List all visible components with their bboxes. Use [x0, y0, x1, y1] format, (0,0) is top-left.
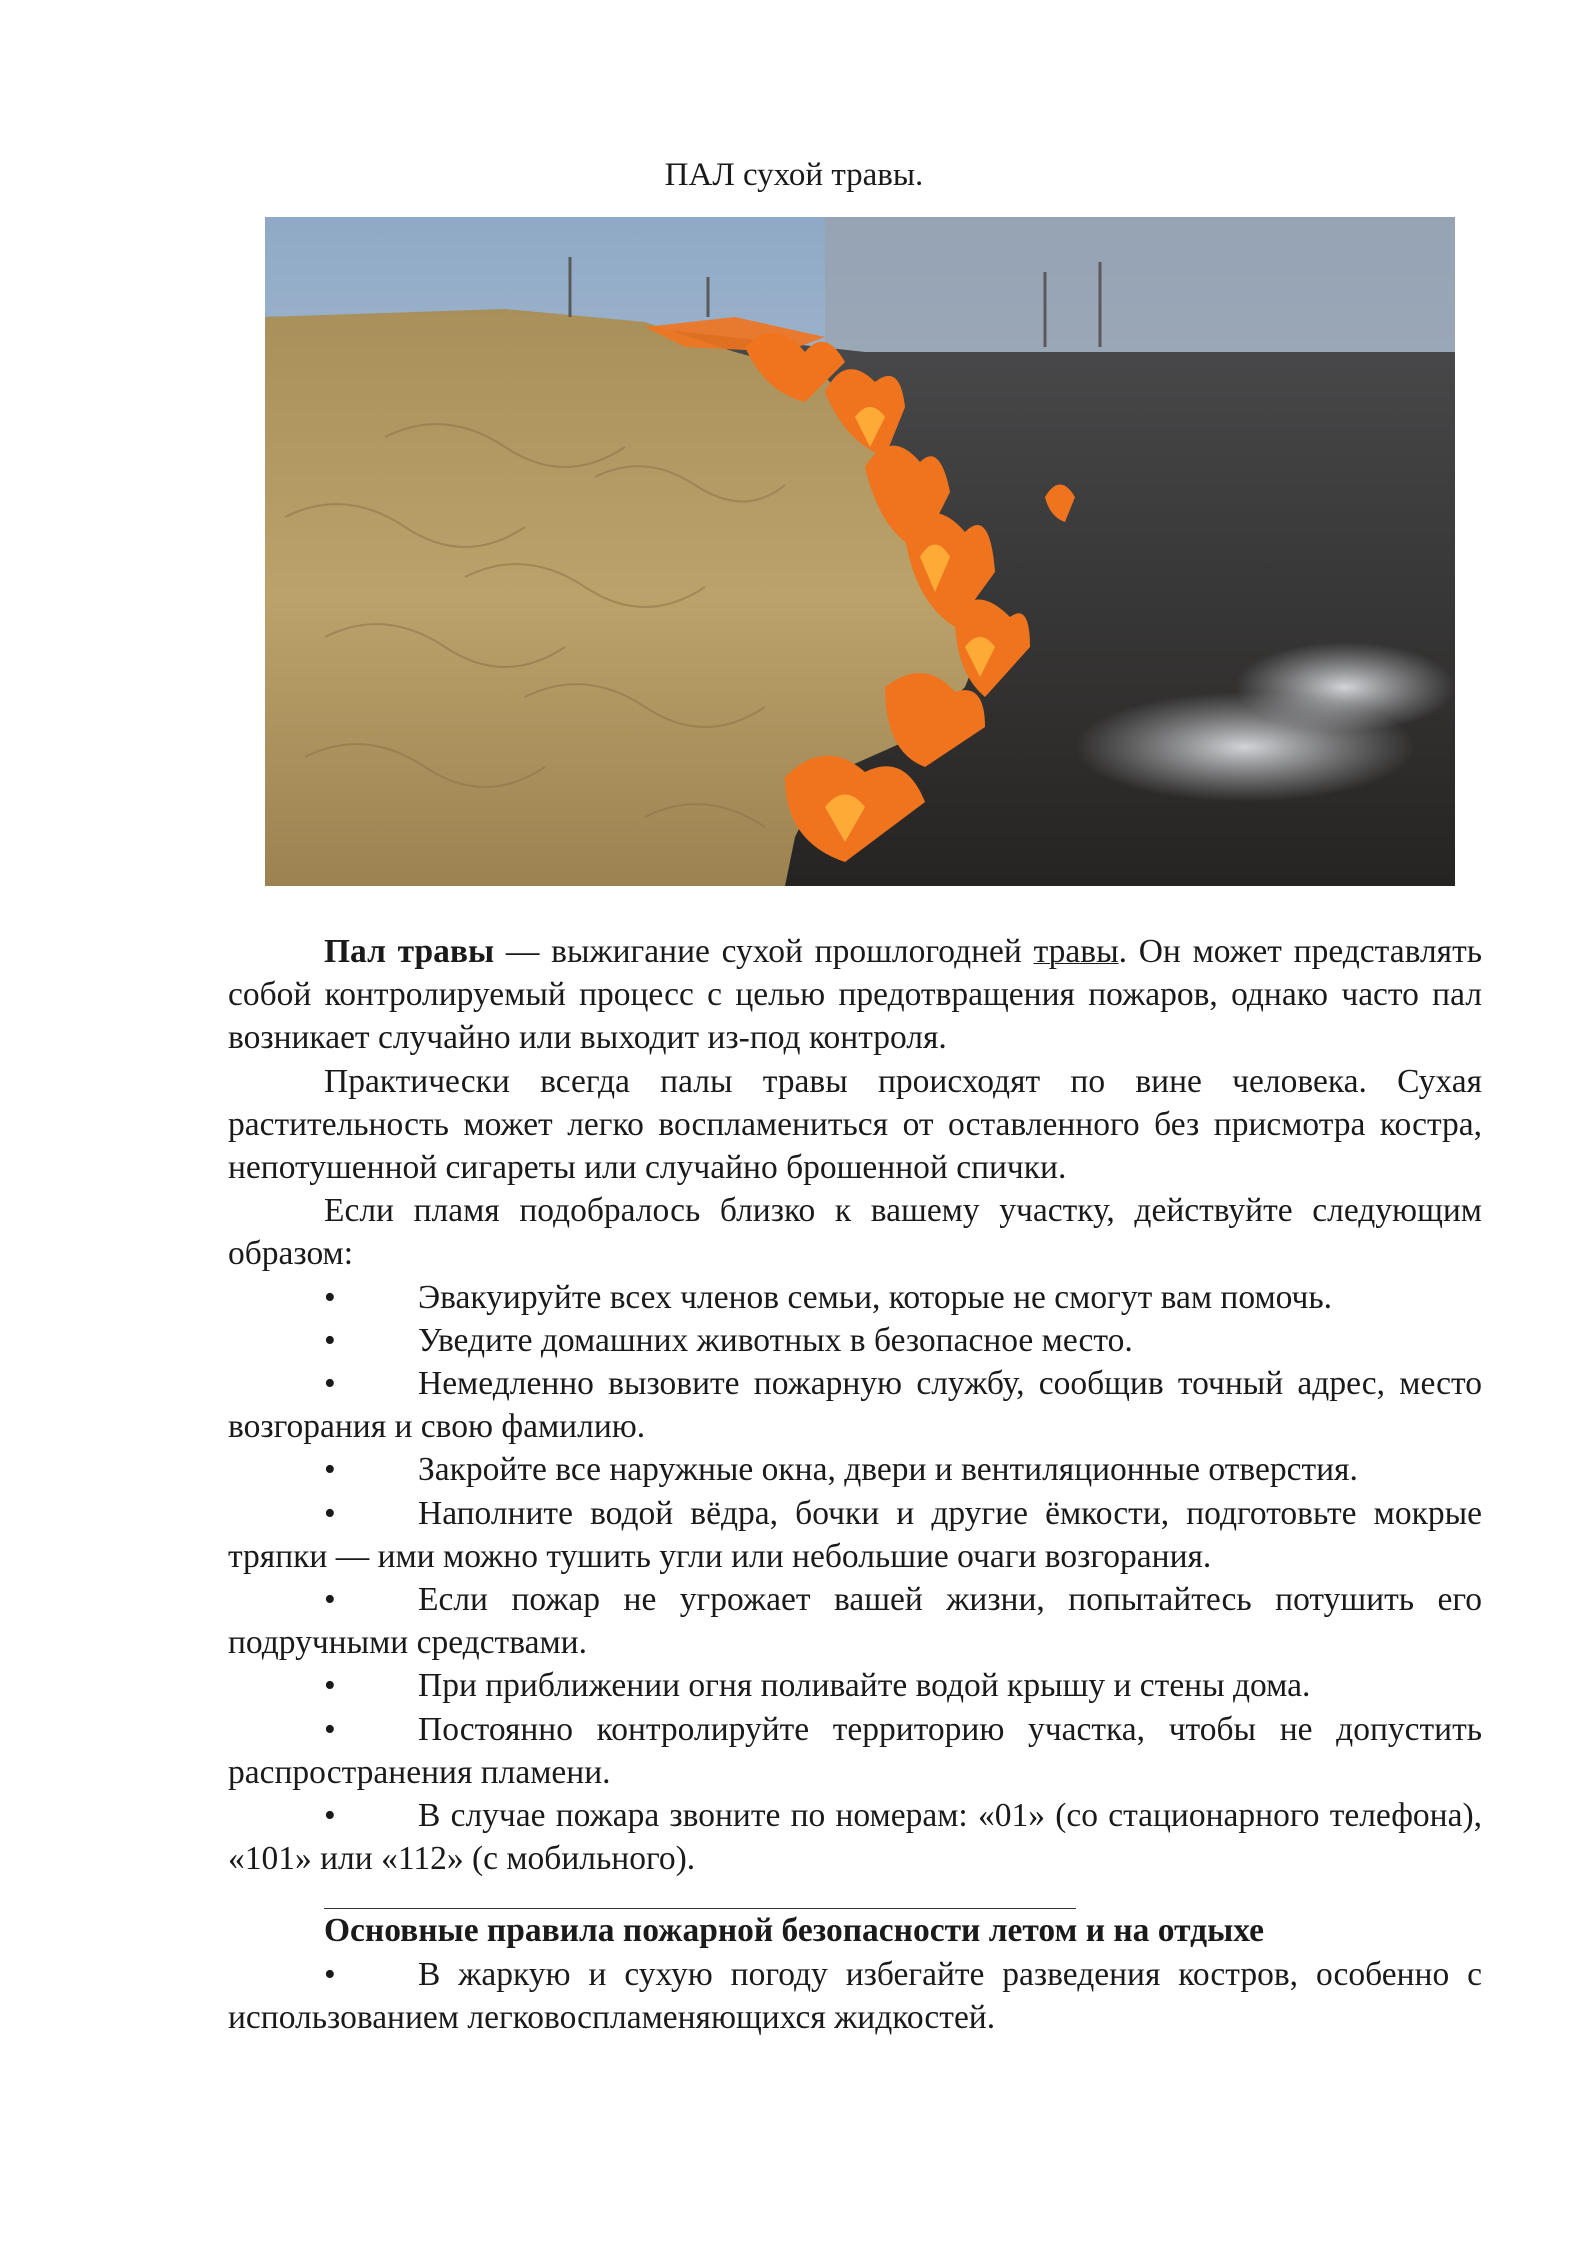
bullet-marker: •	[324, 1451, 336, 1489]
paragraph-actions: Если пламя подобралось близко к вашему участку, действуйте следующим образом:	[228, 1192, 1482, 1273]
section-heading: Основные правила пожарной безопасности летом и на отдыхе	[324, 1912, 1265, 1950]
bullet-marker: •	[324, 1667, 336, 1705]
list-item-text: Закройте все наружные окна, двери и вентиляционные отверстия.	[418, 1451, 1358, 1489]
list-item-text: Наполните водой вёдра, бочки и другие ёмкости, подготовьте мокрые тряпки — ими можно тушить угли или небольшие очаги возгорания.	[228, 1494, 1482, 1575]
grass-fire-photo	[265, 217, 1455, 886]
term: Пал травы	[324, 933, 495, 970]
bullet-marker: •	[324, 1955, 336, 1993]
bullet-marker: •	[324, 1797, 336, 1835]
article-body	[228, 930, 1482, 2039]
grass-link[interactable]: травы	[1033, 933, 1119, 970]
intro-paragraph	[228, 930, 1482, 1060]
list-item	[228, 1319, 1482, 1362]
smoke-haze	[825, 217, 1455, 367]
list-item-text: Постоянно контролируйте территорию участка, чтобы не допустить распространения пламени.	[228, 1710, 1482, 1791]
list-item-text: Уведите домашних животных в безопасное место.	[418, 1321, 1133, 1359]
list-item-text: В жаркую и сухую погоду избегайте разведения костров, особенно с использованием легковоспламеняющихся жидкостей.	[228, 1955, 1482, 2036]
list-item	[228, 1276, 1482, 1319]
list-item-text: Немедленно вызовите пожарную службу, сообщив точный адрес, место возгорания и свою фамилию.	[228, 1365, 1482, 1446]
list-item	[228, 1708, 1482, 1794]
bullet-marker: •	[324, 1365, 336, 1403]
list-item-text: Если пожар не угрожает вашей жизни, попытайтесь потушить его подручными средствами.	[228, 1581, 1482, 1662]
list-item	[228, 1794, 1482, 1880]
bullet-marker: •	[324, 1278, 336, 1316]
bullet-marker: •	[324, 1321, 336, 1359]
list-item	[228, 1664, 1482, 1707]
page-title: ПАЛ сухой травы.	[664, 157, 924, 193]
intro-dash: — выжигание сухой прошлогодней	[494, 933, 1034, 970]
list-item-text: В случае пожара звоните по номерам: «01» (со стационарного телефона), «101» или «112» (с мобильного).	[228, 1797, 1482, 1878]
paragraph-cause: Практически всегда палы травы происходят по вине человека. Сухая растительность может легко воспламениться от оставленного без присмотра костра, непотушенной сигареты или случайно брошенной спички.	[228, 1062, 1482, 1187]
list-item-text: При приближении огня поливайте водой крышу и стены дома.	[418, 1667, 1311, 1705]
list-item	[228, 1953, 1482, 2039]
bullet-marker: •	[324, 1581, 336, 1619]
list-item-text: Эвакуируйте всех членов семьи, которые не смогут вам помочь.	[418, 1278, 1333, 1316]
intro-rest: . Он может представлять собой контролируемый процесс с целью предотвращения пожаров, однако часто пал возникает случайно или выходит из-под контроля.	[228, 933, 1482, 1057]
list-item	[228, 1362, 1482, 1448]
bullet-marker: •	[324, 1710, 336, 1748]
list-item	[228, 1492, 1482, 1578]
bullet-marker: •	[324, 1494, 336, 1532]
list-item	[228, 1448, 1482, 1491]
list-item	[228, 1578, 1482, 1664]
